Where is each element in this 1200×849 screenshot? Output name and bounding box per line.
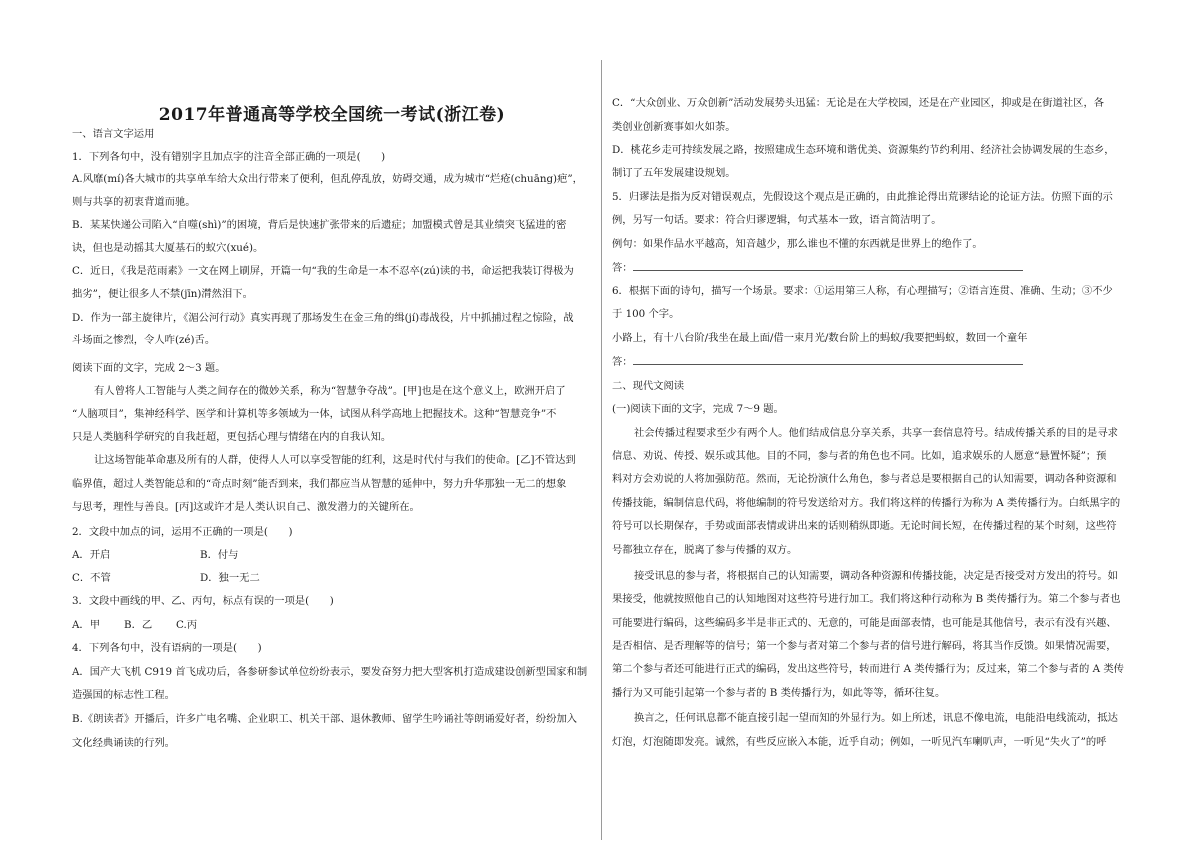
question-4-option-a: A．国产大飞机 C919 首飞成功后，各参研参试单位纷纷表示，要发奋努力把大型客机打造成建设创新型国家和制 (72, 666, 588, 678)
question-2-option-c: C．不管 (72, 572, 111, 584)
question-1-stem: 1．下列各句中，没有错别字且加点字的注音全部正确的一项是( ) (72, 151, 386, 163)
question-6-stem: 6．根据下面的诗句，描写一个场景。要求：①运用第三人称，有心理描写；②语言连贯、准确、生动；③不少 (612, 285, 1113, 297)
question-4-option-c: C．“大众创业、万众创新”活动发展势头迅猛：无论是在大学校园，还是在产业园区，抑或是在街道社区，各 (612, 97, 1105, 109)
question-1-option-b-cont: 诀，但也是动摇其大厦基石的蚁穴(xué)。 (72, 242, 264, 254)
article-p1-line-6: 号都独立存在，脱离了参与传播的双方。 (612, 544, 798, 556)
passage-paragraph-1-line-2: “人脑项目”，集神经科学、医学和计算机等多领域为一体，试图从科学高地上把握技术。这种“智慧竞争”不 (72, 408, 557, 420)
question-4-option-b: B.《朗读者》开播后，许多广电名嘴、企业职工、机关干部、退休教师、留学生吟诵社等朗诵爱好者，纷纷加入 (72, 713, 578, 725)
article-p2-line-6: 播行为又可能引起第一个参与者的 B 类传播行为，如此等等，循环往复。 (612, 687, 946, 699)
question-2-option-d: D．独一无二 (200, 572, 260, 584)
passage-paragraph-1-line-1: 有人曾将人工智能与人类之间存在的微妙关系，称为“智慧争夺战”。[甲]也是在这个意义上，欧洲开启了 (94, 385, 566, 397)
page-title: 2017年普通高等学校全国统一考试(浙江卷) (158, 105, 506, 125)
article-p1-line-2: 信息、劝说、传授、娱乐或其他。目的不同，参与者的角色也不同。比如，追求娱乐的人愿意“悬置怀疑”；预 (612, 450, 1107, 462)
article-p3-line-2: 灯泡，灯泡随即发亮。诚然，有些反应嵌入本能，近乎自动；例如，一听见汽车喇叭声，一听见“失火了”的呼 (612, 736, 1107, 748)
question-2-option-b: B．付与 (200, 549, 239, 561)
question-5-stem: 5．归谬法是指为反对错误观点，先假设这个观点是正确的，由此推论得出荒谬结论的论证方法。仿照下面的示 (612, 191, 1113, 203)
question-2-options-row-2 (72, 571, 260, 585)
article-p3-line-1: 换言之，任何讯息都不能直接引起一望而知的外显行为。如上所述，讯息不像电流，电能沿电线流动，抵达 (634, 712, 1118, 724)
section-heading-modern-reading: 二、现代文阅读 (612, 380, 685, 392)
question-3-options (72, 618, 197, 632)
question-6-answer-line (612, 355, 1023, 369)
column-divider (601, 60, 602, 840)
article-p2-line-1: 接受讯息的参与者，将根据自己的认知需要，调动各种资源和传播技能，决定是否接受对方发出的符号。如 (634, 570, 1118, 582)
question-5-example: 例句：如果作品水平越高，知音越少，那么谁也不懂的东西就是世界上的绝作了。 (612, 238, 983, 250)
question-3-option-c: C.丙 (176, 619, 198, 631)
question-3-option-b: B．乙 (124, 619, 153, 631)
question-1-option-d: D．作为一部主旋律片，《湄公河行动》真实再现了那场发生在金三角的缉(jí)毒战役，片中抓捕过程之惊险，战 (72, 312, 574, 324)
question-4-option-d: D．桃花乡走可持续发展之路，按照建成生态环境和谐优美、资源集约节约利用、经济社会协调发展的生态乡， (612, 144, 1115, 156)
article-p2-line-5: 第二个参与者还可能进行正式的编码，发出这些符号，转而进行 A 类传播行为；反过来，第二个参与者的 A 类传 (612, 663, 1124, 675)
article-p1-line-5: 符号可以长期保存，手势或面部表情或讲出来的话则稍纵即逝。无论时间长短，在传播过程的某个时刻，这些符 (612, 520, 1117, 532)
answer-label: 答： (612, 262, 633, 274)
question-3-option-a: A．甲 (72, 619, 101, 631)
question-1-option-d-cont: 斗场面之惨烈，令人咋(zé)舌。 (72, 334, 216, 346)
article-p1-line-1: 社会传播过程要求至少有两个人。他们结成信息分享关系，共享一套信息符号。结成传播关系的目的是寻求 (634, 427, 1118, 439)
answer-blank (633, 261, 1023, 271)
question-1-option-c: C．近日，《我是范雨素》一文在网上刷屏，开篇一句“我的生命是一本不忍卒(zú)读的书，命运把我装订得极为 (72, 265, 574, 277)
question-1-option-b: B．某某快递公司陷入“自噬(shì)”的困境，背后是快速扩张带来的后遗症；加盟模式曾是其业绩突飞猛进的密 (72, 219, 567, 231)
article-p1-line-4: 传播技能，编制信息代码，将他编制的符号发送给对方。我们将这样的传播行为称为 A 类传播行为。白纸黑字的 (612, 497, 1121, 509)
question-1-option-c-cont: 拙劣”，便让很多人不禁(jīn)潸然泪下。 (72, 288, 253, 300)
article-p1-line-3: 料对方会劝说的人将加强防范。然而，无论扮演什么角色，参与者总是要根据自己的认知需要，调动各种资源和 (612, 473, 1117, 485)
question-4-option-d-cont: 制订了五年发展建设规划。 (612, 167, 736, 179)
question-1-option-a-cont: 则与共享的初衷背道而驰。 (72, 196, 196, 208)
article-p2-line-4: 是否相信、是否理解等的信号；第一个参与者对第二个参与者的信号进行解码，将其当作反馈。如果情况需要， (612, 640, 1117, 652)
question-4-option-b-cont: 文化经典诵读的行列。 (72, 737, 175, 749)
passage-paragraph-2-line-1: 让这场智能革命惠及所有的人群，使得人人可以享受智能的红利，这是时代付与我们的使命。[乙]不管达到 (94, 454, 576, 466)
article-p2-line-3: 可能要进行编码，这些编码多半是非正式的、无意的，可能是面部表情，也可能是其他信号，表示有没有兴趣、 (612, 617, 1117, 629)
question-2-stem: 2．文段中加点的词，运用不正确的一项是( ) (72, 526, 293, 538)
question-4-option-c-cont: 类创业创新赛事如火如荼。 (612, 121, 736, 133)
section-heading-language: 一、语言文字运用 (72, 128, 155, 140)
reading-instruction-2-3: 阅读下面的文字，完成 2～3 题。 (72, 362, 226, 374)
answer-label: 答： (612, 356, 633, 368)
question-3-stem: 3．文段中画线的甲、乙、丙句，标点有误的一项是( ) (72, 595, 334, 607)
passage-paragraph-2-line-2: 临界值，超过人类智能总和的“奇点时刻”能否到来，我们都应当从智慧的延伸中，努力升华那独一无二的想象 (72, 478, 567, 490)
question-4-option-a-cont: 造强国的标志性工程。 (72, 689, 175, 701)
question-4-stem: 4．下列各句中，没有语病的一项是( ) (72, 642, 262, 654)
question-2-options-row-1 (72, 548, 238, 562)
question-2-option-a: A．开启 (72, 549, 111, 561)
question-5-stem-cont: 例，另写一句话。要求：符合归谬逻辑，句式基本一致，语言简洁明了。 (612, 214, 942, 226)
question-5-answer-line (612, 261, 1023, 275)
passage-paragraph-2-line-3: 与思考，理性与善良。[丙]这或许才是人类认识自己、激发潜力的关键所在。 (72, 501, 420, 513)
answer-blank (633, 355, 1023, 365)
reading-instruction-7-9: (一)阅读下面的文字，完成 7～9 题。 (612, 403, 784, 415)
question-6-poem: 小路上，有十八台阶/我坐在最上面/借一束月光/数台阶上的蚂蚁/我要把蚂蚁，数回一个童年 (612, 332, 1028, 344)
question-1-option-a: A.风靡(mí)各大城市的共享单车给大众出行带来了便利，但乱停乱放，妨碍交通，成为城市“烂疮(chuāng)疤”， (72, 173, 583, 185)
article-p2-line-2: 果接受，他就按照他自己的认知地图对这些符号进行加工。我们将这种行动称为 B 类传播行为。第二个参与者也 (612, 593, 1121, 605)
question-6-stem-cont: 于 100 个字。 (612, 308, 680, 320)
passage-paragraph-1-line-3: 只是人类脑科学研究的自我赶超，更包括心理与情绪在内的自我认知。 (72, 431, 392, 443)
